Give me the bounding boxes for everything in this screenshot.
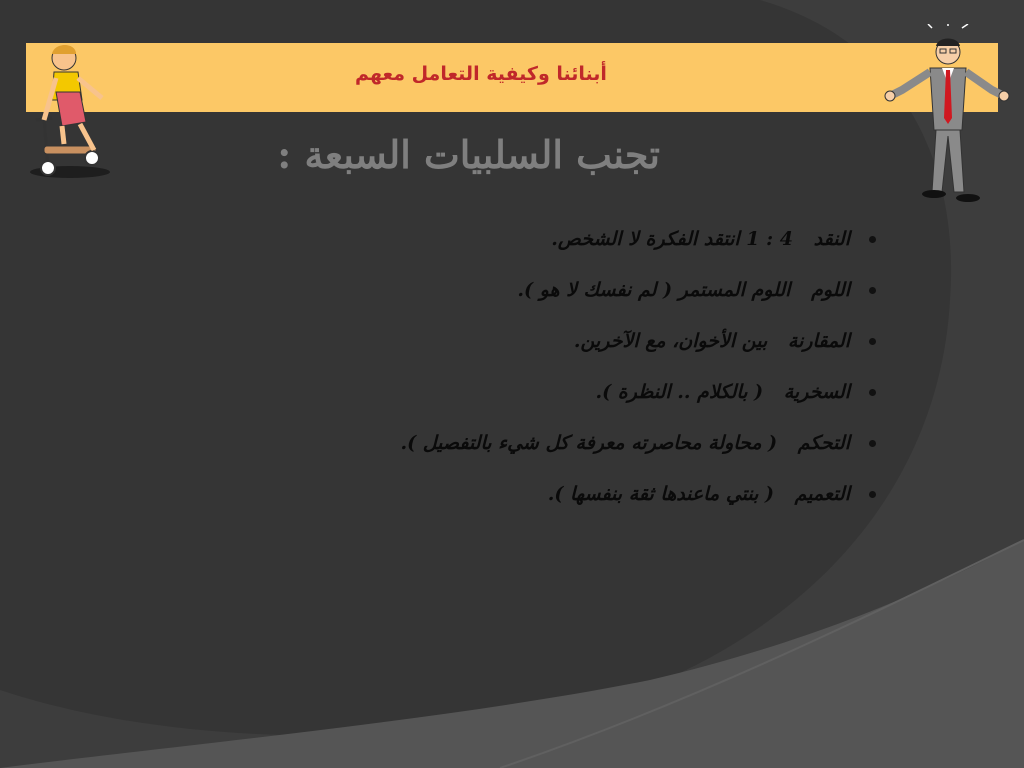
bullet-dot-icon: [869, 338, 876, 345]
bullet-dot-icon: [869, 440, 876, 447]
bullet-text: بين الأخوان، مع الآخرين.: [573, 330, 768, 352]
title-banner: [26, 43, 998, 112]
bullet-term: النقد: [813, 228, 850, 250]
bullet-text: اللوم المستمر ( لم نفسك لا هو ).: [517, 279, 791, 301]
bullet-term: المقارنة: [787, 330, 850, 352]
bullet-dot-icon: [869, 491, 876, 498]
list-item: [380, 477, 880, 528]
list-item: [380, 324, 880, 375]
bullet-list: [380, 222, 880, 528]
child-on-scooter-icon: [22, 40, 118, 180]
banner-title: أبنائنا وكيفية التعامل معهم: [355, 63, 607, 85]
slide-heading: تجنب السلبيات السبعة :: [277, 132, 660, 177]
bullet-text: ( محاولة محاصرته معرفة كل شيء بالتفصيل ).: [400, 432, 778, 454]
bullet-term: اللوم: [811, 279, 850, 301]
bullet-text: ( بنتي ماعندها ثقة بنفسها ).: [547, 483, 775, 505]
list-item: [380, 222, 880, 273]
bullet-term: التعميم: [794, 483, 850, 505]
bullet-dot-icon: [869, 236, 876, 243]
list-item: [380, 273, 880, 324]
shrugging-businessman-icon: [882, 24, 1012, 210]
bullet-dot-icon: [869, 287, 876, 294]
bullet-text: 4 : 1 انتقد الفكرة لا الشخص.: [551, 228, 793, 250]
bullet-text: ( بالكلام .. النظرة ).: [595, 381, 764, 403]
bullet-term: السخرية: [783, 381, 850, 403]
list-item: [380, 375, 880, 426]
bullet-term: التحكم: [797, 432, 850, 454]
bullet-dot-icon: [869, 389, 876, 396]
list-item: [380, 426, 880, 477]
